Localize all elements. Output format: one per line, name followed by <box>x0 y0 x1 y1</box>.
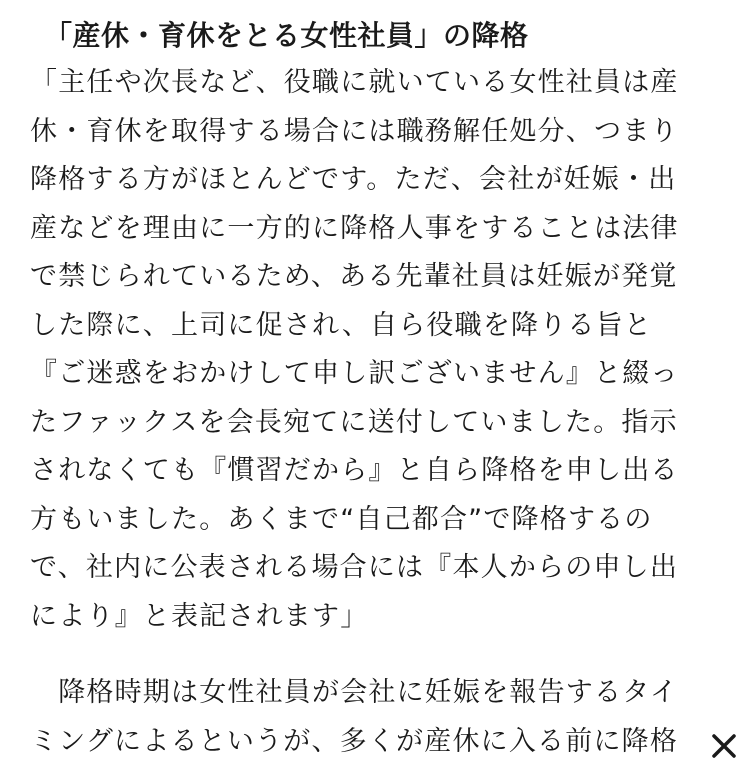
text-line: ミングによるというが、多くが産休に入る前に降格 <box>30 725 679 757</box>
text-line: した際に、上司に促され、自ら役職を降りる旨と <box>30 309 653 341</box>
text-line: たファックスを会長宛てに送付していました。指示 <box>30 406 678 438</box>
text-line: 降格時期は女性社員が会社に妊娠を報告するタイ <box>30 677 679 708</box>
text-line: 方もいました。あくまで“自己都合”で降格するの <box>30 503 653 535</box>
text-line: により』と表記されます」 <box>30 600 369 632</box>
quote-paragraph <box>30 59 736 641</box>
text-line: 休・育休を取得する場合には職務解任処分、つまり <box>30 115 679 147</box>
text-line: 『ご迷惑をおかけして申し訳ございません』と綴っ <box>30 358 679 389</box>
text-line: 「主任や次長など、役職に就いている女性社員は産 <box>30 67 679 98</box>
text-line: 降格する方がほとんどです。ただ、会社が妊娠・出 <box>30 164 677 195</box>
text-line: で禁じられているため、ある先輩社員は妊娠が発覚 <box>30 261 678 292</box>
close-icon <box>710 732 738 760</box>
close-button[interactable] <box>698 720 750 772</box>
text-line: で、社内に公表される場合には『本人からの申し出 <box>30 552 679 583</box>
next-paragraph <box>30 669 736 766</box>
text-line: されなくても『慣習だから』と自ら降格を申し出る <box>30 455 679 486</box>
section-heading: 「産休・育休をとる女性社員」の降格 <box>44 19 529 52</box>
text-line: 産などを理由に一方的に降格人事をすることは法律 <box>30 212 679 244</box>
